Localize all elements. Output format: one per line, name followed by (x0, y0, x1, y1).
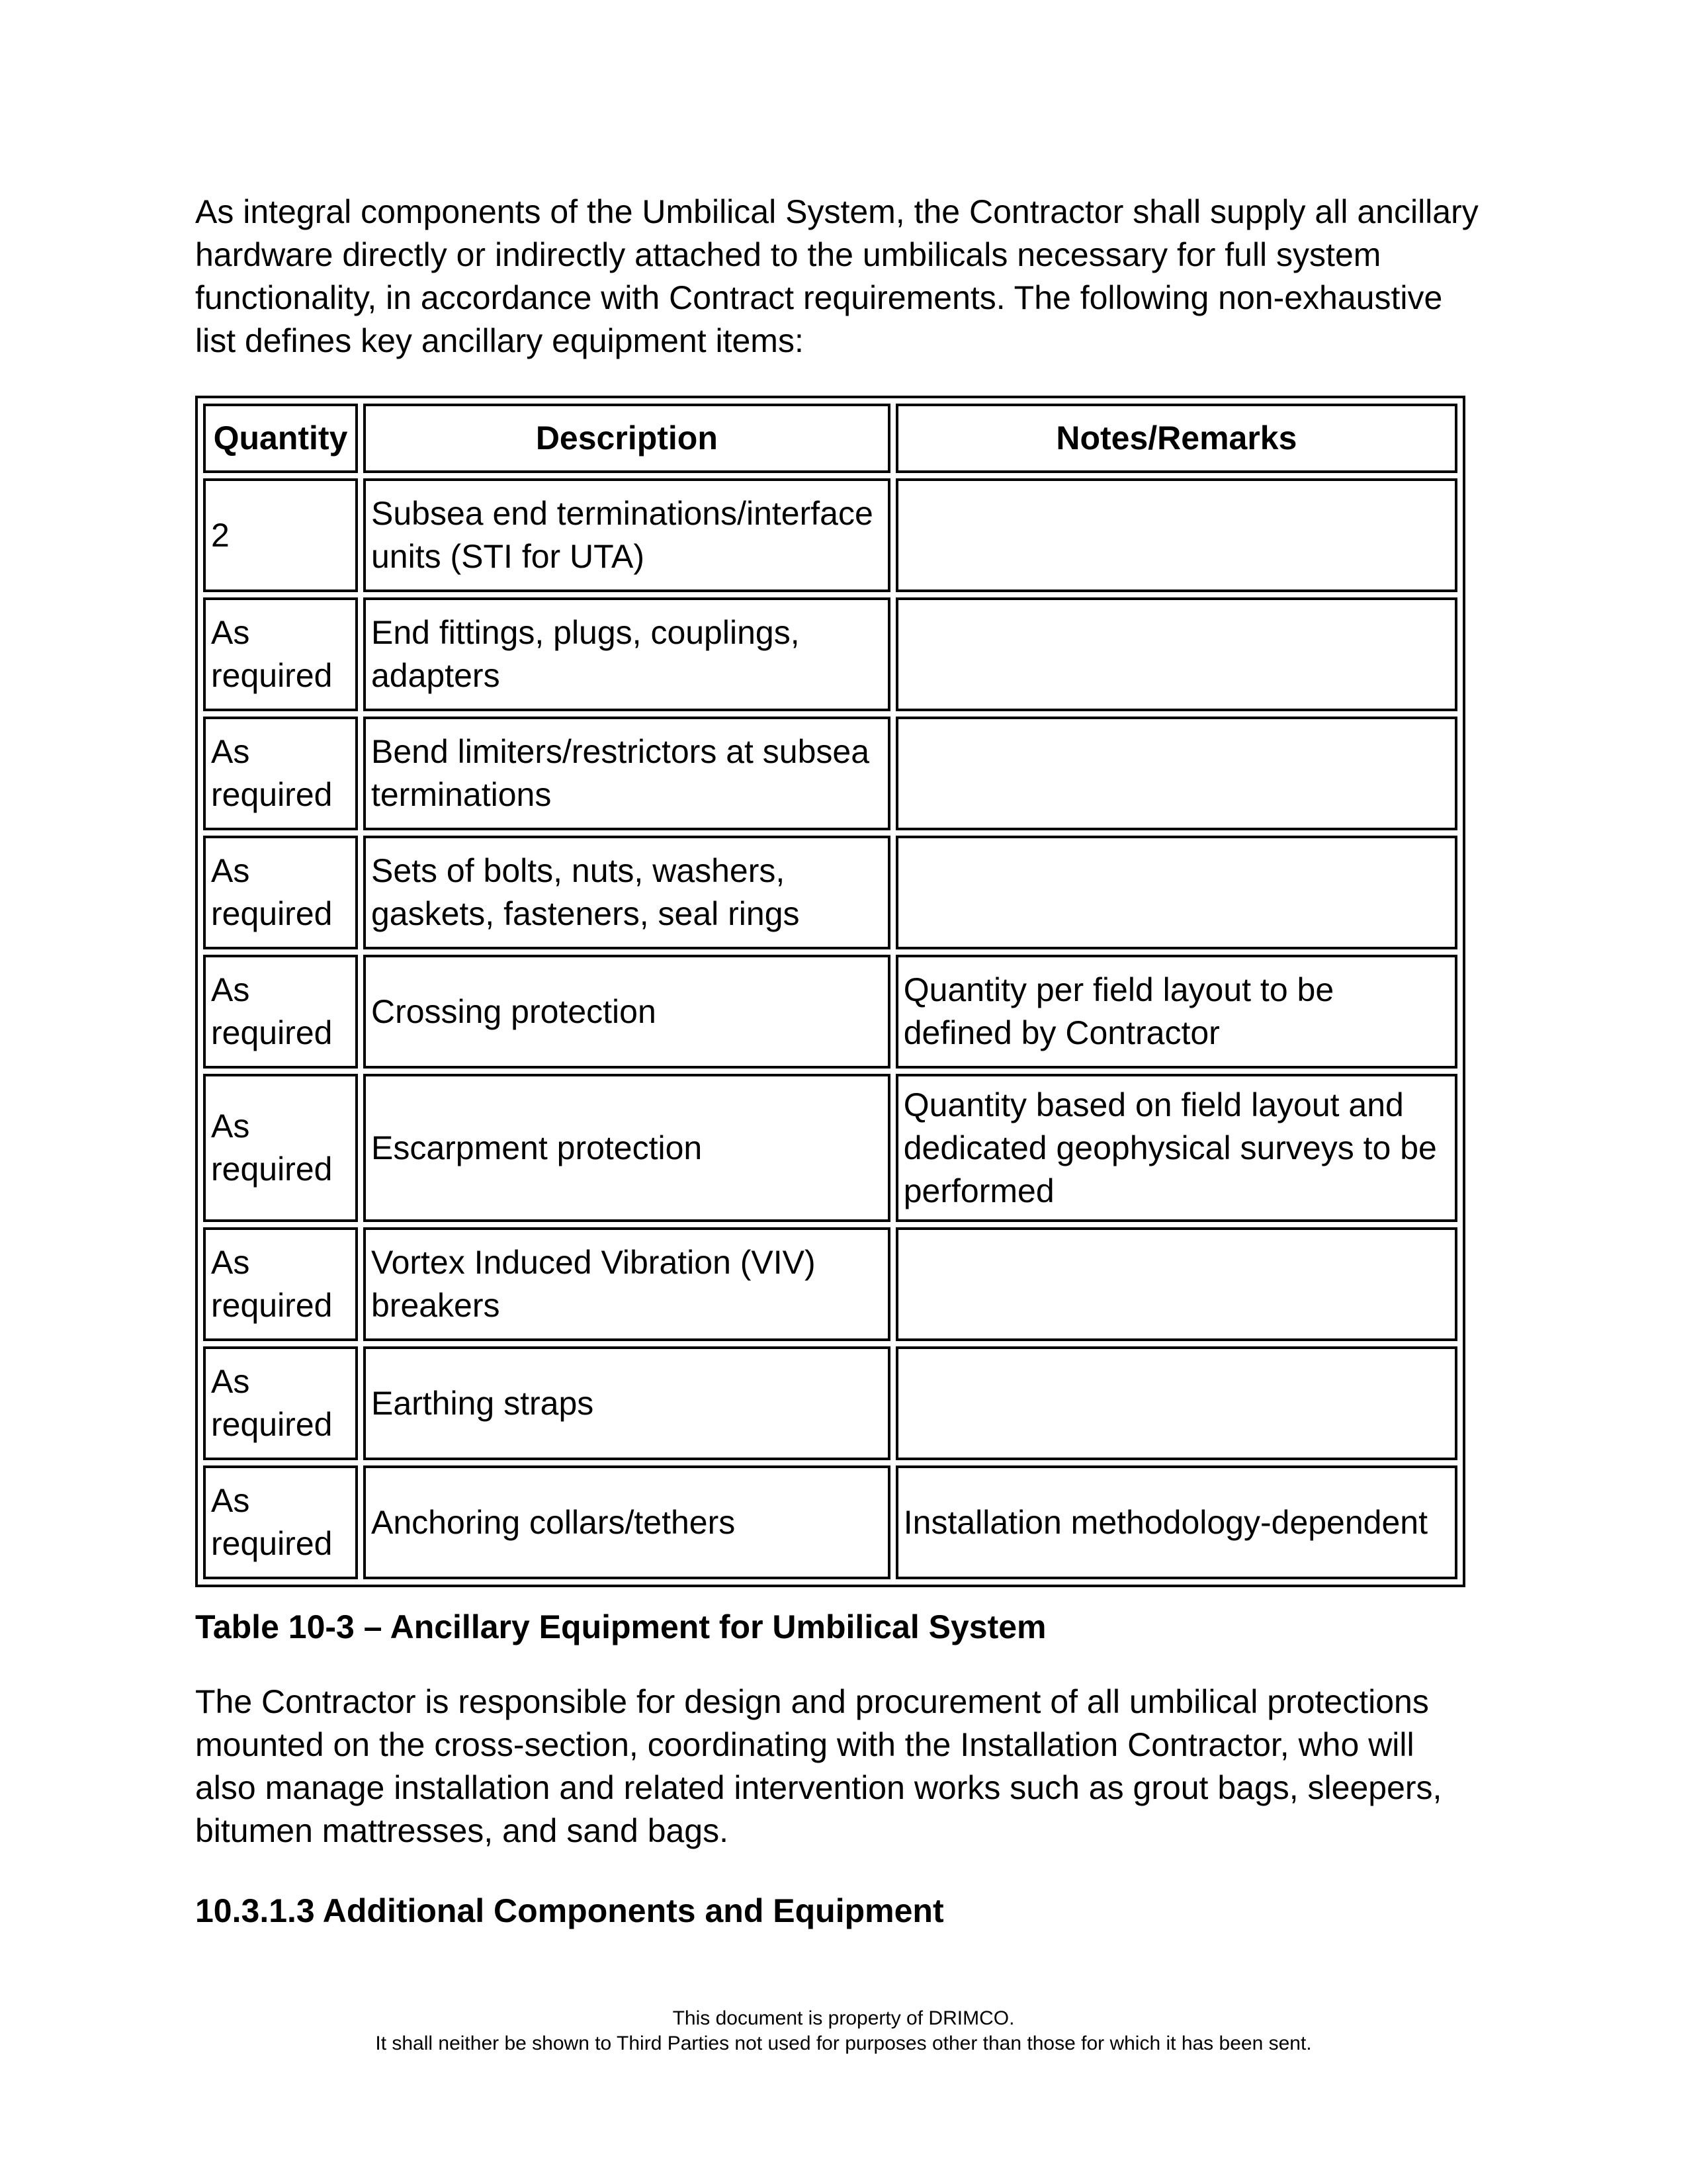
table-row (203, 1465, 1457, 1579)
notes-cell: Installation methodology-dependent (896, 1465, 1457, 1579)
column-header-notes-remarks: Notes/Remarks (896, 404, 1457, 473)
intro-paragraph: As integral components of the Umbilical System, the Contractor shall supply all ancillary hardware directly or indirectly attached to the umbilicals necessary for full system functionality, in accordance with Contract requirements. The following non-exhaustive list defines key ancillary equipment items: (195, 193, 1479, 359)
quantity-cell: As required (203, 597, 358, 711)
description-cell: Escarpment protection (363, 1074, 890, 1222)
page-content (195, 191, 1485, 1933)
description-cell: Bend limiters/restrictors at subsea terminations (363, 717, 890, 830)
description-cell: Anchoring collars/tethers (363, 1465, 890, 1579)
quantity-cell: As required (203, 836, 358, 949)
quantity-cell: As required (203, 1227, 358, 1341)
description-cell: Subsea end terminations/interface units (STI for UTA) (363, 478, 890, 592)
column-header-quantity: Quantity (203, 404, 358, 473)
table-row (203, 597, 1457, 711)
table-row (203, 1346, 1457, 1460)
description-cell: Sets of bolts, nuts, washers, gaskets, fasteners, seal rings (363, 836, 890, 949)
table-row (203, 836, 1457, 949)
column-header-description: Description (363, 404, 890, 473)
section-heading: 10.3.1.3 Additional Components and Equipment (195, 1892, 944, 1929)
table-row (203, 1074, 1457, 1222)
description-cell: Crossing protection (363, 955, 890, 1069)
footer-line-2: It shall neither be shown to Third Parties not used for purposes other than those for which it has been sent. (375, 2032, 1312, 2054)
description-cell: End fittings, plugs, couplings, adapters (363, 597, 890, 711)
page-footer (0, 2006, 1687, 2056)
quantity-cell: As required (203, 717, 358, 830)
description-cell: Vortex Induced Vibration (VIV) breakers (363, 1227, 890, 1341)
notes-cell (896, 836, 1457, 949)
quantity-cell: As required (203, 1346, 358, 1460)
footer-line-1: This document is property of DRIMCO. (672, 2007, 1015, 2029)
notes-cell: Quantity per field layout to be defined by Contractor (896, 955, 1457, 1069)
notes-cell: Quantity based on field layout and dedicated geophysical surveys to be performed (896, 1074, 1457, 1222)
description-cell: Earthing straps (363, 1346, 890, 1460)
quantity-cell: As required (203, 1074, 358, 1222)
table-row (203, 478, 1457, 592)
table-header-row (203, 404, 1457, 473)
notes-cell (896, 717, 1457, 830)
table-caption: Table 10-3 – Ancillary Equipment for Umbilical System (195, 1608, 1047, 1645)
quantity-cell: As required (203, 1465, 358, 1579)
table-row (203, 955, 1457, 1069)
quantity-cell: 2 (203, 478, 358, 592)
notes-cell (896, 597, 1457, 711)
quantity-cell: As required (203, 955, 358, 1069)
closing-paragraph: The Contractor is responsible for design and procurement of all umbilical protections mounted on the cross-section, coordinating with the Installation Contractor, who will also manage installation and related intervention works such as grout bags, sleepers, bitumen mattresses, and sand bags. (195, 1683, 1442, 1849)
notes-cell (896, 1346, 1457, 1460)
table-row (203, 717, 1457, 830)
table-row (203, 1227, 1457, 1341)
notes-cell (896, 1227, 1457, 1341)
notes-cell (896, 478, 1457, 592)
ancillary-equipment-table (195, 396, 1465, 1587)
